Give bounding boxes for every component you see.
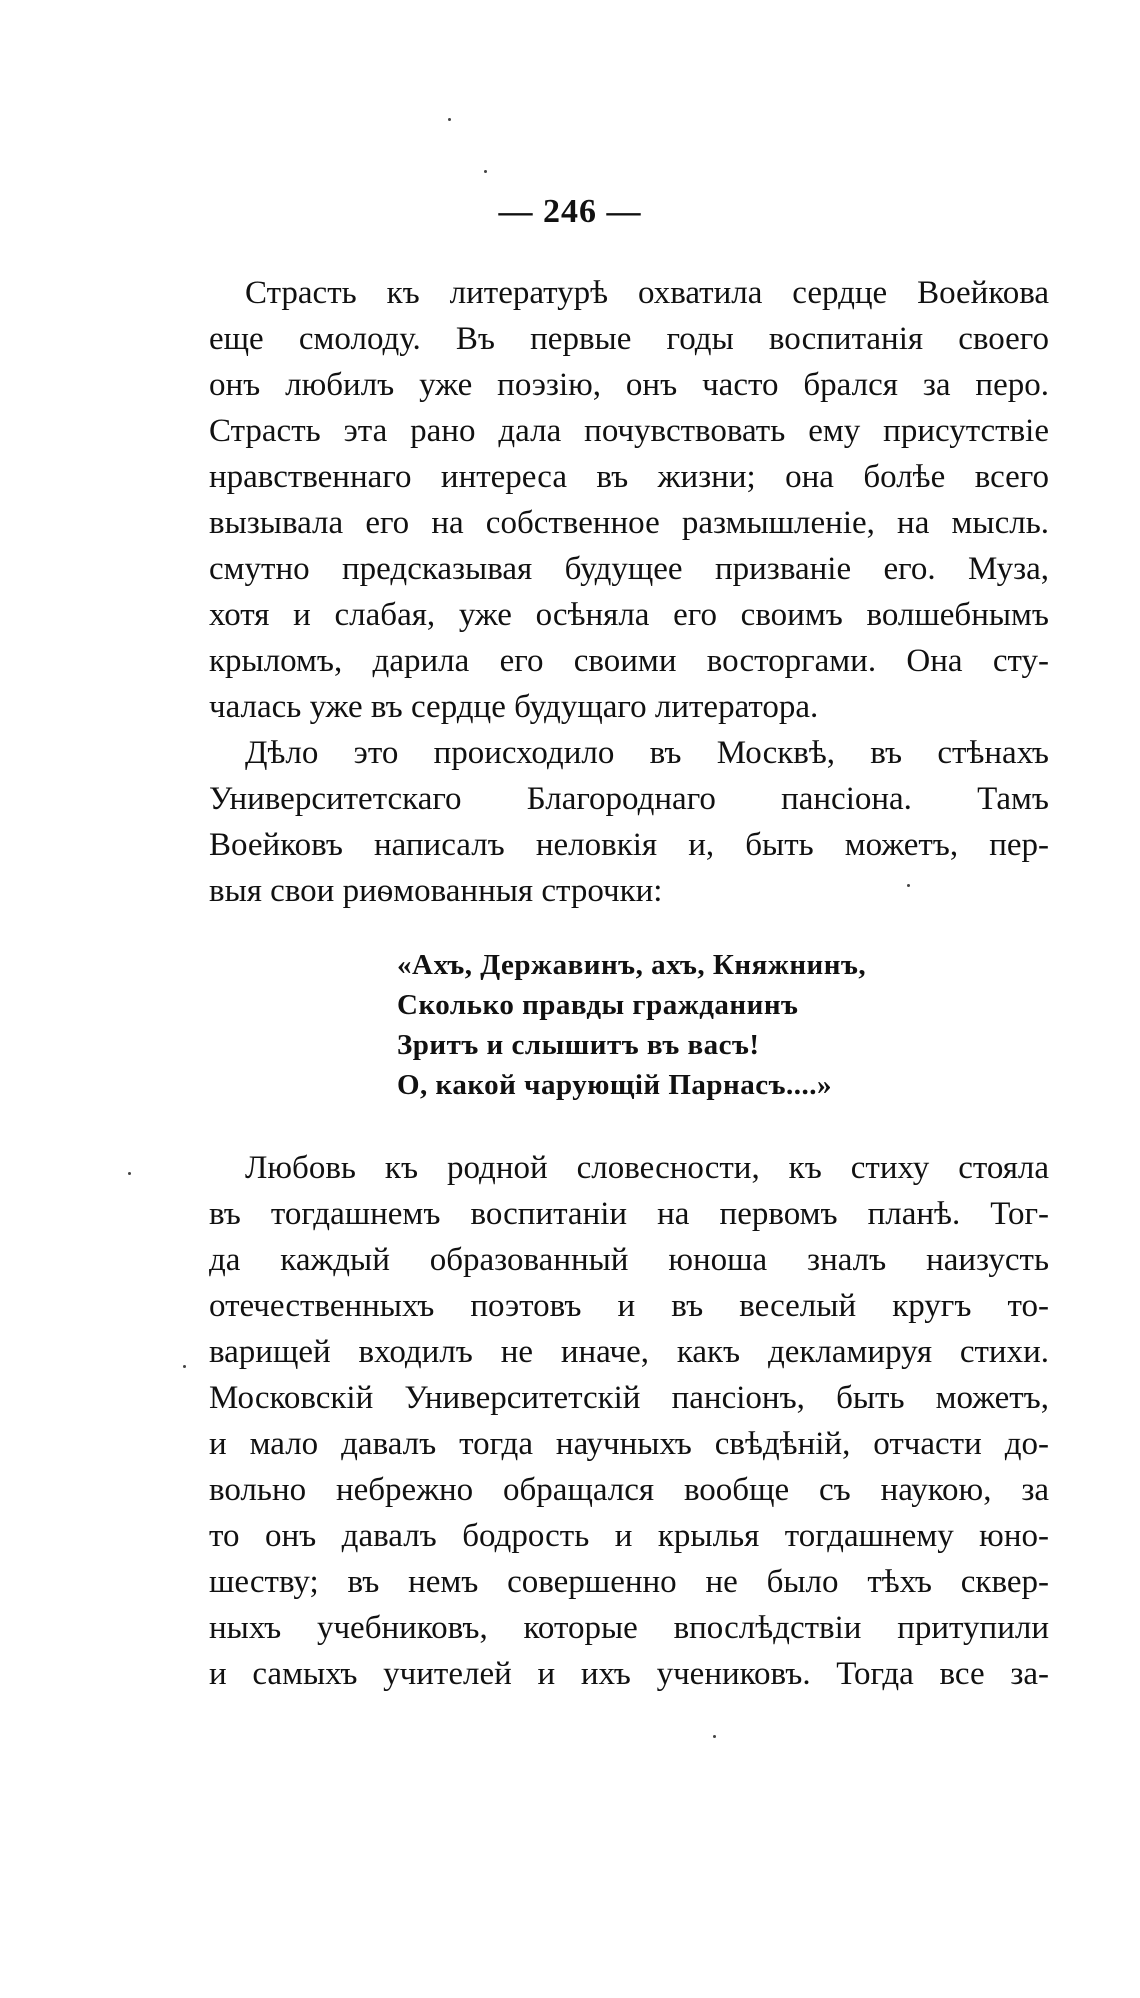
text-line: вызывала его на собственное размышленіе, на мысль. bbox=[209, 505, 1049, 541]
text-line: онъ любилъ уже поэзію, онъ часто брался за перо. bbox=[209, 367, 1049, 403]
poem-line: «Ахъ, Державинъ, ахъ, Княжнинъ, bbox=[397, 949, 867, 981]
scan-speck bbox=[183, 1365, 186, 1368]
text-line: Страсть эта рано дала почувствовать ему присутствіе bbox=[209, 413, 1049, 449]
text-line: Страсть къ литературѣ охватила сердце Воейкова bbox=[245, 275, 1049, 311]
text-line: Любовь къ родной словесности, къ стиху стояла bbox=[245, 1150, 1049, 1186]
paragraph-2 bbox=[209, 730, 1049, 914]
page-number: — 246 — bbox=[498, 193, 642, 230]
text-line: отечественныхъ поэтовъ и въ веселый кругъ то- bbox=[209, 1288, 1049, 1324]
text-line: то онъ давалъ бодрость и крылья тогдашнему юно- bbox=[209, 1518, 1049, 1554]
scan-speck bbox=[713, 1735, 716, 1738]
text-line: Воейковъ написалъ неловкія и, быть можетъ, пер- bbox=[209, 827, 1049, 863]
text-line: варищей входилъ не иначе, какъ декламируя стихи. bbox=[209, 1334, 1049, 1370]
text-line: ныхъ учебниковъ, которые впослѣдствіи притупили bbox=[209, 1610, 1049, 1646]
poem-quote bbox=[397, 945, 917, 1105]
text-line: нравственнаго интереса въ жизни; она болѣе всего bbox=[209, 459, 1049, 495]
scan-speck bbox=[907, 884, 910, 887]
text-line: и мало давалъ тогда научныхъ свѣдѣній, отчасти до- bbox=[209, 1426, 1049, 1462]
paragraph-3 bbox=[209, 1145, 1049, 1697]
scan-speck bbox=[484, 170, 487, 173]
poem-line: О, какой чарующій Парнасъ....» bbox=[397, 1069, 833, 1101]
text-line: хотя и слабая, уже осѣняла его своимъ волшебнымъ bbox=[209, 597, 1049, 633]
scan-speck bbox=[448, 118, 451, 121]
text-line: вольно небрежно обращался вообще съ наукою, за bbox=[209, 1472, 1049, 1508]
text-line: Московскій Университетскій пансіонъ, быть можетъ, bbox=[209, 1380, 1049, 1416]
text-line: Университетскаго Благороднаго пансіона. Тамъ bbox=[209, 781, 1049, 817]
text-line: да каждый образованный юноша зналъ наизусть bbox=[209, 1242, 1049, 1278]
scan-speck bbox=[128, 1172, 131, 1175]
text-line: крыломъ, дарила его своими восторгами. Она сту- bbox=[209, 643, 1049, 679]
poem-line: Сколько правды гражданинъ bbox=[397, 989, 799, 1021]
text-line: еще смолоду. Въ первые годы воспитанія своего bbox=[209, 321, 1049, 357]
text-line: въ тогдашнемъ воспитаніи на первомъ планѣ. Тог- bbox=[209, 1196, 1049, 1232]
text-line: чалась уже въ сердце будущаго литератора. bbox=[209, 689, 819, 725]
text-line: Дѣло это происходило въ Москвѣ, въ стѣнахъ bbox=[245, 735, 1049, 771]
poem-line: Зритъ и слышитъ въ васъ! bbox=[397, 1029, 760, 1061]
text-line: выя свои риѳмованныя строчки: bbox=[209, 873, 663, 909]
text-line: и самыхъ учителей и ихъ учениковъ. Тогда все за- bbox=[209, 1656, 1049, 1692]
paragraph-1 bbox=[209, 270, 1049, 730]
text-line: шеству; въ немъ совершенно не было тѣхъ сквер- bbox=[209, 1564, 1049, 1600]
text-line: смутно предсказывая будущее призваніе его. Муза, bbox=[209, 551, 1049, 587]
